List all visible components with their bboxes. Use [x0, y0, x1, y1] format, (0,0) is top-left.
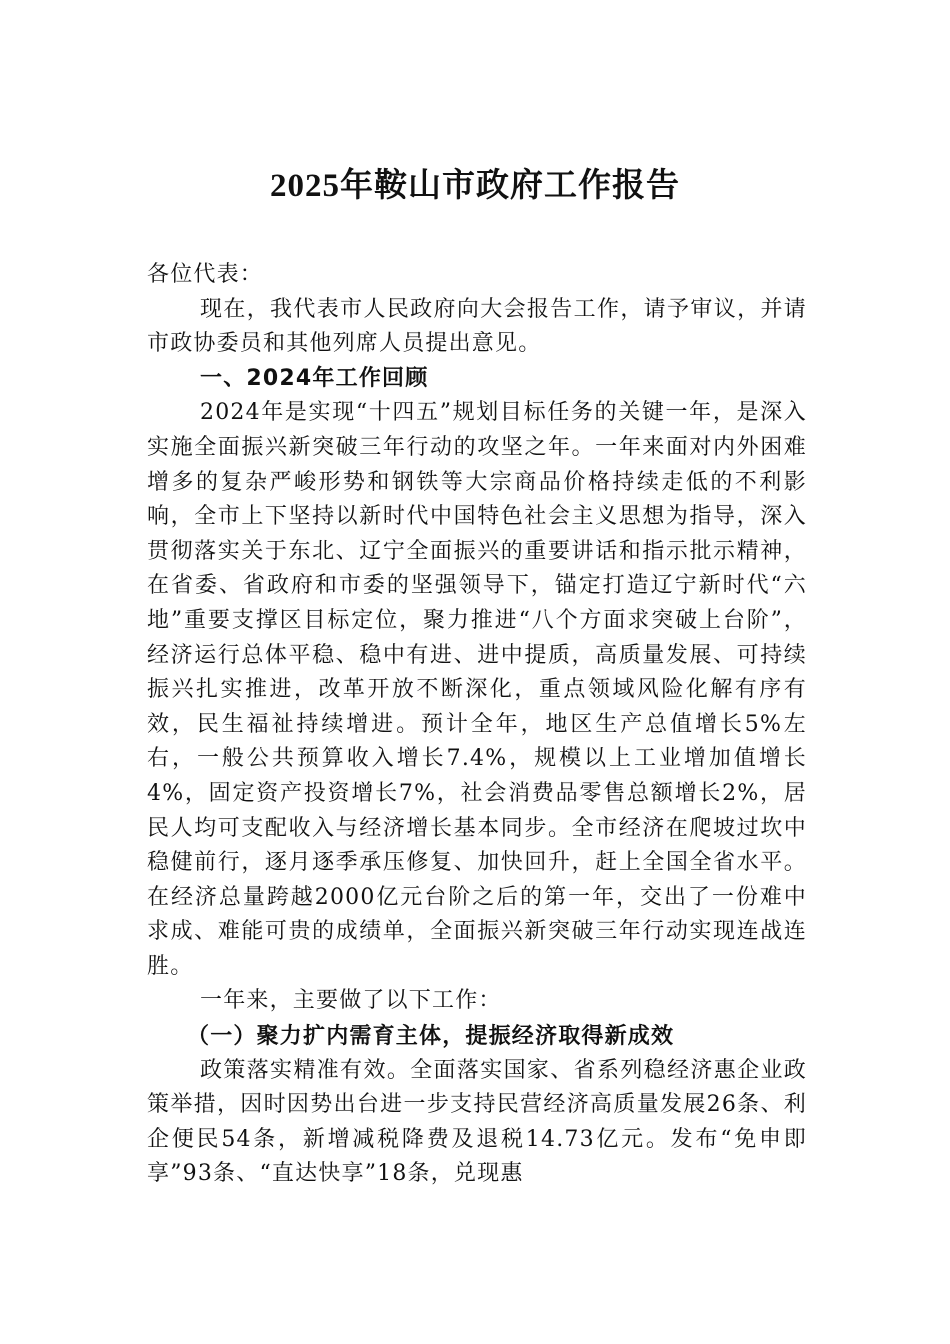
policy-paragraph: 政策落实精准有效。全面落实国家、省系列稳经济惠企业政策举措，因时因势出台进一步支持民营经济高质量发展26条、利企便民54条，新增减税降费及退税14.73亿元。发布“免申即享”93条、“直达快享”18条，兑现惠 — [147, 1057, 807, 1187]
salutation: 各位代表： — [147, 262, 264, 287]
document-body — [147, 258, 807, 1192]
work-intro-paragraph: 一年来，主要做了以下工作： — [200, 988, 502, 1014]
subsection-heading-demand: （一）聚力扩内需育主体，提振经济取得新成效 — [187, 1023, 675, 1050]
document-title: 2025年鞍山市政府工作报告 — [270, 168, 680, 204]
section-heading-review: 一、2024年工作回顾 — [200, 365, 429, 391]
opening-paragraph: 现在，我代表市人民政府向大会报告工作，请予审议，并请市政协委员和其他列席人员提出意见。 — [147, 296, 807, 357]
review-paragraph: 2024年是实现“十四五”规划目标任务的关键一年，是深入实施全面振兴新突破三年行动的攻坚之年。一年来面对内外困难增多的复杂严峻形势和钢铁等大宗商品价格持续走低的不利影响，全市上下坚持以新时代中国特色社会主义思想为指导，深入贯彻落实关于东北、辽宁全面振兴的重要讲话和指示批示精神，在省委、省政府和市委的坚强领导下，锚定打造辽宁新时代“六地”重要支撑区目标定位，聚力推进“八个方面求突破上台阶”，经济运行总体平稳、稳中有进、进中提质，高质量发展、可持续振兴扎实推进，改革开放不断深化，重点领域风险化解有序有效，民生福祉持续增进。预计全年，地区生产总值增长5%左右，一般公共预算收入增长7.4%，规模以上工业增加值增长4%，固定资产投资增长7%，社会消费品零售总额增长2%，居民人均可支配收入与经济增长基本同步。全市经济在爬坡过坎中稳健前行，逐月逐季承压修复、加快回升，赶上全国全省水平。在经济总量跨越2000亿元台阶之后的第一年，交出了一份难中求成、难能可贵的成绩单，全面振兴新突破三年行动实现连战连胜。 — [147, 400, 807, 979]
